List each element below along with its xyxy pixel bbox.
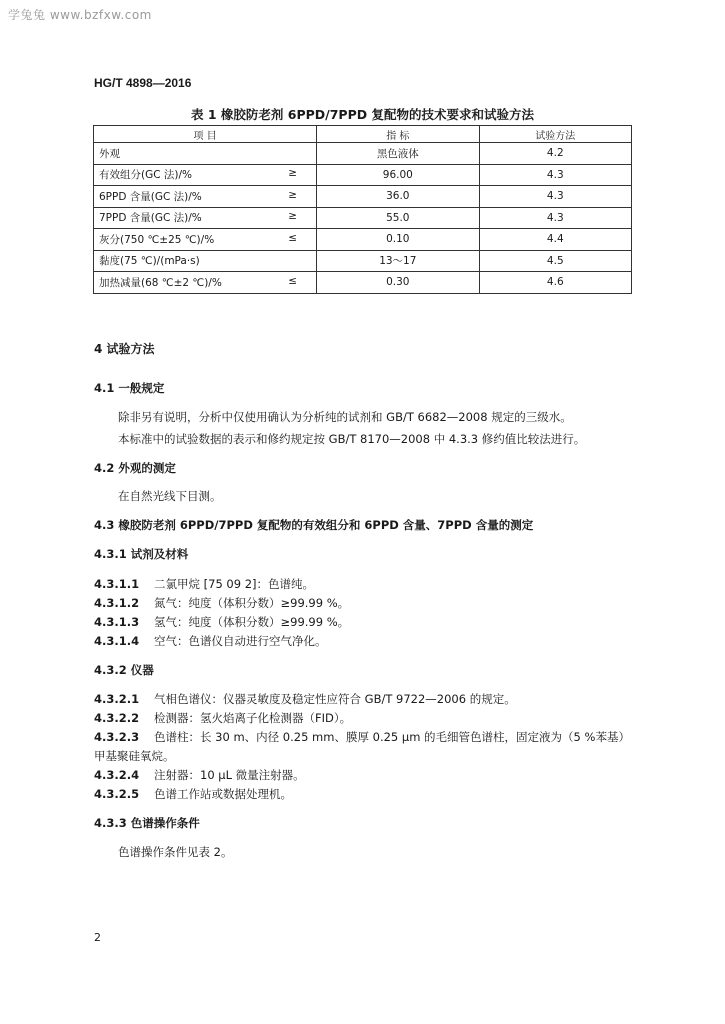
clause-text: 色谱工作站或数据处理机。 [154,787,292,801]
list-item [94,786,292,802]
list-item [94,729,630,745]
list-item [94,710,351,726]
list-item [94,633,327,649]
table-row [94,250,632,272]
section-4-3-3-heading: 4.3.3 色谱操作条件 [94,816,200,830]
standard-code: HG/T 4898—2016 [94,76,192,90]
list-item [94,595,349,611]
clause-number: 4.3.1.3 [94,615,140,629]
item-label: 加热减量(68 ℃±2 ℃)/% [99,276,222,289]
table-row [94,143,632,165]
item-label: 黏度(75 ℃)/(mPa·s) [99,255,200,268]
value-cell: 0.30 [317,272,480,294]
section-4-3-heading: 4.3 橡胶防老剂 6PPD/7PPD 复配物的有效组分和 6PPD 含量、7PPD 含量的测定 [94,518,534,532]
section-4-2-heading: 4.2 外观的测定 [94,461,176,475]
clause-text: 注射器：10 μL 微量注射器。 [154,768,305,782]
clause-number: 4.3.2.4 [94,768,140,782]
method-cell: 4.4 [479,229,631,251]
operator: ≥ [288,188,298,201]
operator: ≥ [288,210,298,223]
paragraph: 除非另有说明，分析中仅使用确认为分析纯的试剂和 GB/T 6682—2008 规定的三级水。 [118,410,572,424]
list-item [94,691,516,707]
value-cell: 13～17 [317,250,480,272]
clause-text: 气相色谱仪：仪器灵敏度及稳定性应符合 GB/T 9722—2006 的规定。 [154,692,516,706]
operator: ≥ [288,167,298,180]
item-cell [94,186,317,208]
value-cell: 96.00 [317,164,480,186]
paragraph: 本标准中的试验数据的表示和修约规定按 GB/T 8170—2008 中 4.3.3 修约值比较法进行。 [118,432,586,446]
method-cell: 4.5 [479,250,631,272]
item-cell [94,143,317,165]
table-title: 表 1 橡胶防老剂 6PPD/7PPD 复配物的技术要求和试验方法 [191,107,534,122]
value-cell: 黑色液体 [317,143,480,165]
list-item [94,576,314,592]
item-cell [94,229,317,251]
item-label: 灰分(750 ℃±25 ℃)/% [99,233,215,246]
operator: ≤ [288,274,298,287]
method-cell: 4.2 [479,143,631,165]
table-row [94,229,632,251]
clause-text: 空气：色谱仪自动进行空气净化。 [154,634,327,648]
clause-number: 4.3.2.2 [94,711,140,725]
page-number: 2 [94,931,101,944]
column-header: 指 标 [317,126,480,143]
method-cell: 4.3 [479,164,631,186]
section-4-1-heading: 4.1 一般规定 [94,381,165,395]
item-label: 外观 [99,147,120,160]
list-item-continuation: 甲基聚硅氧烷。 [94,749,175,763]
item-label: 7PPD 含量(GC 法)/% [99,212,202,225]
section-4-heading: 4 试验方法 [94,342,155,356]
item-cell [94,250,317,272]
clause-number: 4.3.2.5 [94,787,140,801]
clause-number: 4.3.1.2 [94,596,140,610]
table-row [94,207,632,229]
operator: ≤ [288,231,298,244]
table-row [94,186,632,208]
method-cell: 4.3 [479,207,631,229]
value-cell: 0.10 [317,229,480,251]
value-cell: 36.0 [317,186,480,208]
value-cell: 55.0 [317,207,480,229]
clause-text: 二氯甲烷 [75 09 2]：色谱纯。 [154,577,315,591]
paragraph: 色谱操作条件见表 2。 [118,845,233,859]
clause-number: 4.3.1.4 [94,634,140,648]
clause-text: 氢气：纯度（体积分数）≥99.99 %。 [154,615,350,629]
table-header-row [94,126,632,143]
item-label: 有效组分(GC 法)/% [99,169,193,182]
item-cell [94,164,317,186]
method-cell: 4.6 [479,272,631,294]
clause-number: 4.3.2.1 [94,692,140,706]
table-row [94,164,632,186]
clause-number: 4.3.1.1 [94,577,140,591]
item-label: 6PPD 含量(GC 法)/% [99,190,202,203]
clause-text: 氮气：纯度（体积分数）≥99.99 %。 [154,596,350,610]
item-cell [94,207,317,229]
section-4-3-2-heading: 4.3.2 仪器 [94,663,154,677]
clause-text: 检测器：氢火焰离子化检测器（FID）。 [154,711,352,725]
list-item [94,767,305,783]
table-row [94,272,632,294]
watermark: 学兔兔 www.bzfxw.com [8,8,152,22]
clause-text: 色谱柱：长 30 m、内径 0.25 mm、膜厚 0.25 μm 的毛细管色谱柱，固定液为（5 %苯基） [154,730,630,744]
paragraph: 在自然光线下目测。 [118,489,222,503]
column-header: 试验方法 [479,126,631,143]
spec-table [93,125,632,294]
item-cell [94,272,317,294]
section-4-3-1-heading: 4.3.1 试剂及材料 [94,547,189,561]
method-cell: 4.3 [479,186,631,208]
list-item [94,614,349,630]
column-header: 项 目 [94,126,317,143]
clause-number: 4.3.2.3 [94,730,140,744]
